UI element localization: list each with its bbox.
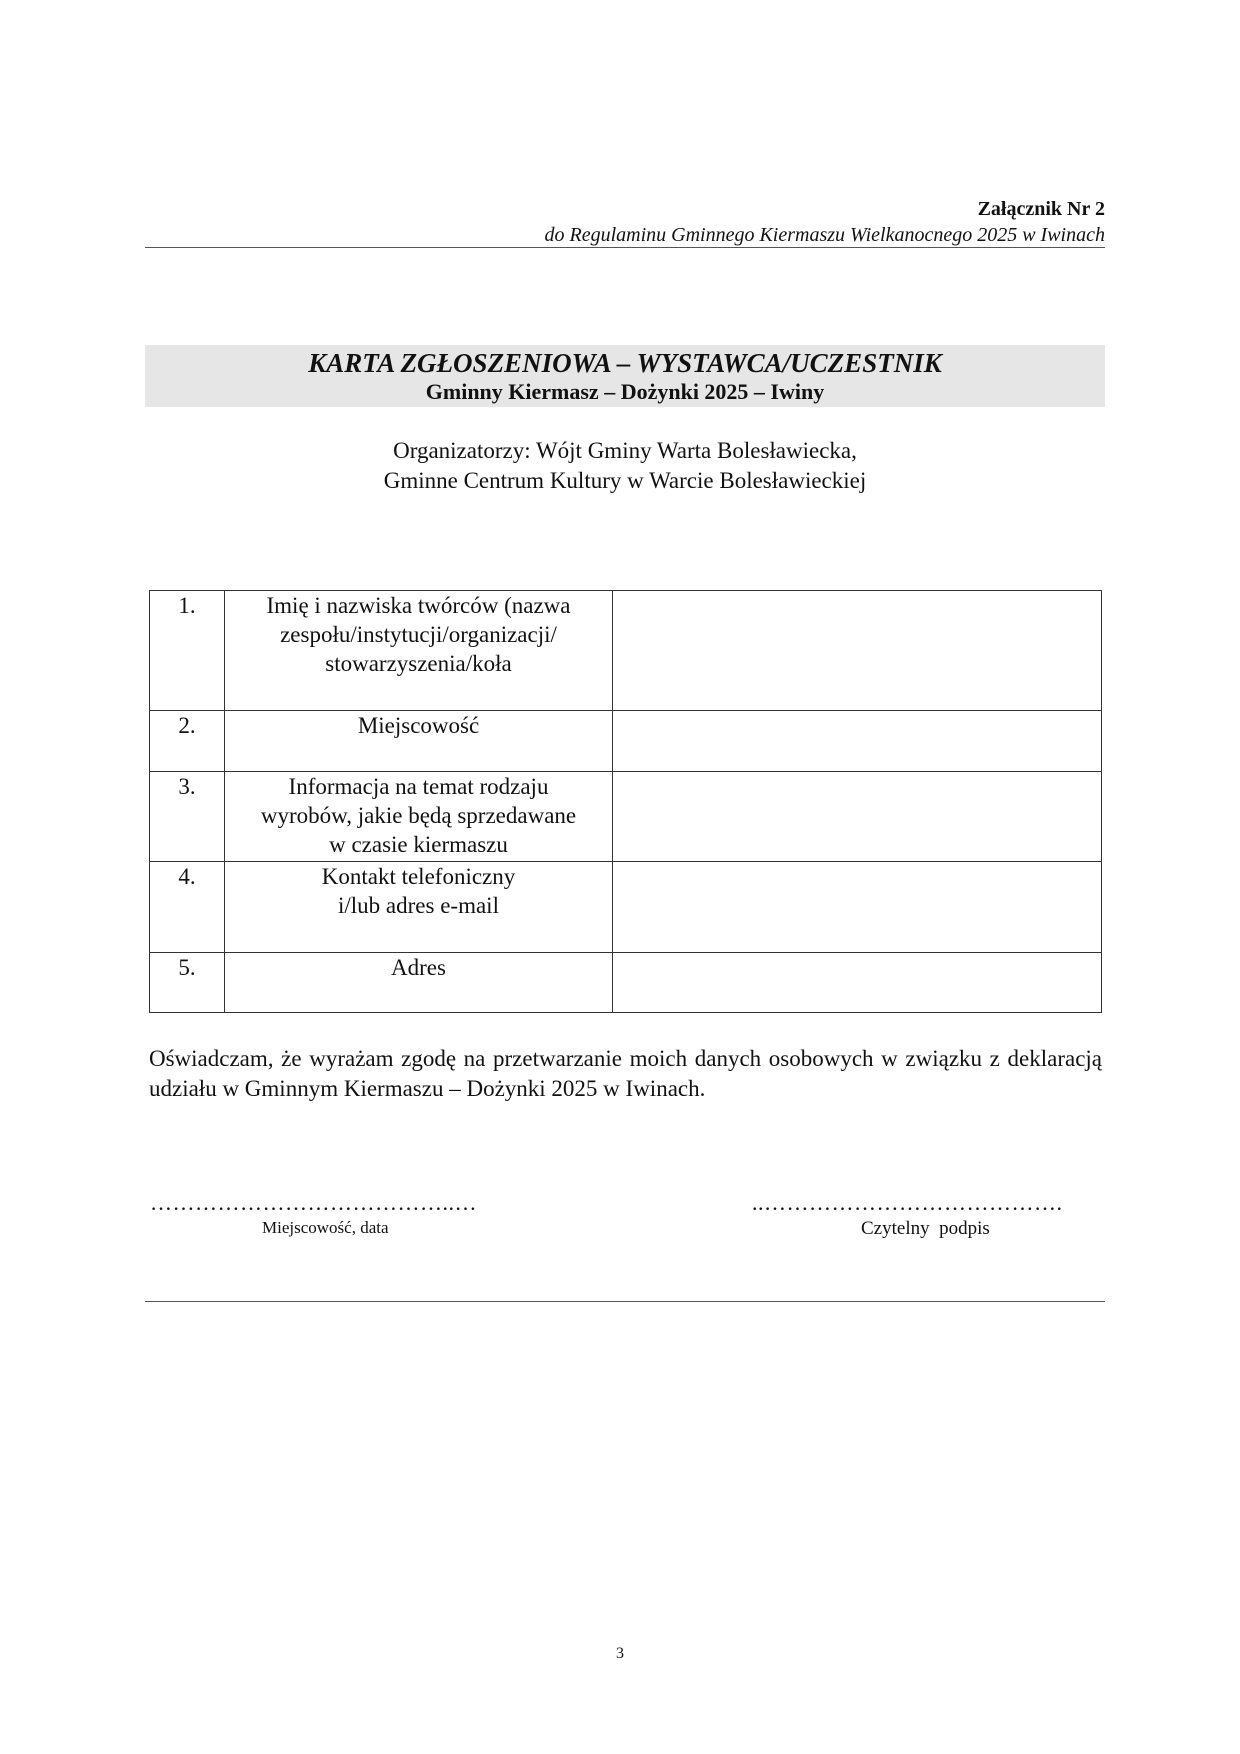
application-form-table (149, 590, 1102, 1013)
table-row (150, 862, 1102, 953)
row-number: 5. (150, 953, 225, 1013)
signature-caption: Czytelny podpis (861, 1218, 990, 1239)
row-value-field[interactable] (613, 772, 1102, 862)
signature-line[interactable]: ..…………………………………. (752, 1190, 1063, 1215)
footer-divider (145, 1301, 1105, 1302)
row-label-line: wyrobów, jakie będą sprzedawane (260, 803, 577, 828)
row-value-field[interactable] (613, 953, 1102, 1013)
row-label (225, 591, 613, 711)
header-divider (145, 247, 1105, 248)
annex-title: Załącznik Nr 2 (977, 198, 1105, 220)
row-label-line: Informacja na temat rodzaju (288, 774, 549, 799)
row-label-line: w czasie kiermaszu (329, 832, 508, 857)
row-label-line: Imię i nazwiska twórców (nazwa (266, 593, 571, 618)
place-date-line[interactable]: …………………………………..… (150, 1190, 477, 1215)
form-banner (145, 345, 1105, 407)
row-value-field[interactable] (613, 862, 1102, 953)
row-number: 3. (150, 772, 225, 862)
row-label (225, 711, 613, 772)
table-row (150, 772, 1102, 862)
table-row (150, 953, 1102, 1013)
row-number: 2. (150, 711, 225, 772)
row-label (225, 953, 613, 1013)
row-label-line: Kontakt telefoniczny (321, 864, 516, 889)
organizers-line-2: Gminne Centrum Kultury w Warcie Bolesławieckiej (383, 468, 867, 493)
organizers (145, 436, 1105, 496)
organizers-line-1: Organizatorzy: Wójt Gminy Warta Bolesławiecka, (393, 438, 857, 463)
form-title: KARTA ZGŁOSZENIOWA – WYSTAWCA/UCZESTNIK (308, 348, 942, 378)
row-label (225, 772, 613, 862)
annex-header (145, 196, 1105, 248)
row-label-line: Miejscowość (357, 713, 480, 738)
row-value-field[interactable] (613, 591, 1102, 711)
row-label-line: stowarzyszenia/koła (325, 651, 512, 676)
annex-subtitle: do Regulaminu Gminnego Kiermaszu Wielkanocnego 2025 w Iwinach (544, 224, 1105, 246)
table-row (150, 591, 1102, 711)
row-label-line: Adres (391, 955, 446, 980)
row-number: 4. (150, 862, 225, 953)
row-label-line: i/lub adres e-mail (338, 893, 499, 918)
page-number: 3 (616, 1645, 624, 1662)
form-subtitle: Gminny Kiermasz – Dożynki 2025 – Iwiny (425, 379, 825, 404)
row-number: 1. (150, 591, 225, 711)
row-label-line: zespołu/instytucji/organizacji/ (280, 622, 557, 647)
consent-declaration: Oświadczam, że wyrażam zgodę na przetwarzanie moich danych osobowych w związku z deklaracją udziału w Gminnym Kiermaszu – Dożynki 2025 w Iwinach. (149, 1046, 1102, 1101)
place-date-caption: Miejscowość, data (262, 1218, 389, 1237)
row-label (225, 862, 613, 953)
row-value-field[interactable] (613, 711, 1102, 772)
table-row (150, 711, 1102, 772)
